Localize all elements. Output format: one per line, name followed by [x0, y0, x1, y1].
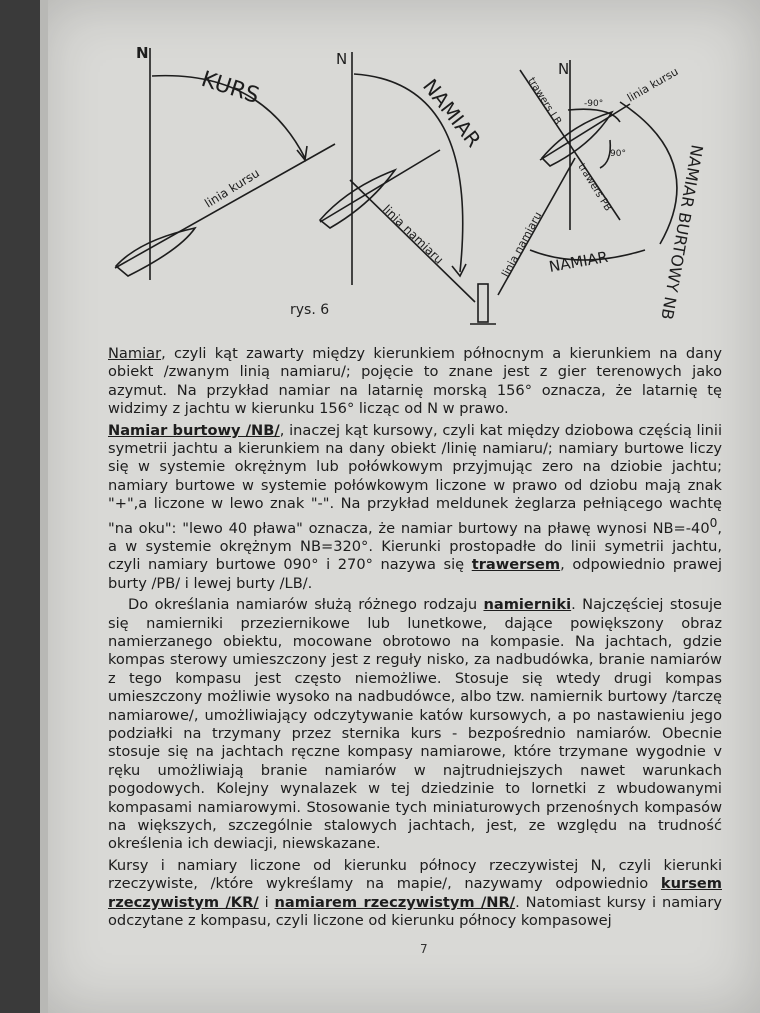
north-label-2: N	[336, 50, 348, 68]
north-label-3: N	[558, 60, 570, 78]
yacht-1	[116, 228, 195, 276]
figure-rys6	[100, 40, 720, 330]
body-text	[108, 345, 722, 933]
paragraph-namiar-burtowy: Namiar burtowy /NB/, inaczej kąt kursowy, czyli kat między dziobowa częścią linii symetrii jachtu a kierunkiem na dany obiekt /linię namiaru/; namiary burtowe liczy się w systemie okrężnym lub połówkowym przyjmując zero na dziobie jachtu; namiary burtowe w systemie połówkowym liczone w prawo od dziobu mają znak "+",a liczone w lewo znak "-". Na przykład meldunek żeglarza pełniącego wachtę "na oku": "lewo 40 pława" oznacza, że namiar burtowy na pławę wynosi $NB=-40^0$, a w systemie okrężnym NB=320°. Kierunki prostopadłe do linii symetrii jachtu, czyli namiary burtowe 090° i 270° nazywa się trawersem, odpowiednio prawej burty /PB/ i lewej burty /LB/.	[108, 421, 723, 592]
namiar-burtowy-label: NAMIAR BURTOWY NB	[657, 143, 707, 322]
north-label-1: N	[136, 44, 149, 62]
linia-namiaru-label-2: linia namiaru	[379, 202, 447, 267]
term-trawers: trawersem	[471, 556, 561, 574]
term-namierniki: namierniki	[483, 596, 572, 614]
page-edge	[40, 0, 48, 1013]
trawers-lb-label: trawers LB	[525, 75, 564, 127]
kurs-label: KURS	[198, 66, 263, 110]
figure-caption: rys. 6	[290, 302, 330, 318]
term-namiar-rzeczywisty: namiarem rzeczywistym /NR/	[274, 893, 516, 911]
namiar-arrow	[452, 264, 466, 276]
paragraph-namiar: Namiar, czyli kąt zawarty między kierunkiem północnym a kierunkiem na dany obiekt /zwanym linią namiaru/; pojęcie to znane jest z gier terenowych jako azymut. Na przykład namiar na latarnię morską 156° oznacza, że latarnię tę widzimy z jachtu w kierunku 156° licząc od N w prawo.	[108, 345, 722, 418]
term-kurs-rzeczywisty: kursem rzeczywistym /KR/	[108, 875, 722, 911]
course-line-1	[115, 144, 335, 268]
linia-kursu-label-3: linia kursu	[625, 65, 681, 105]
term-namiar: Namiar	[108, 345, 162, 362]
lighthouse	[478, 284, 488, 322]
plus90-arc	[600, 140, 610, 168]
namiar-label: NAMIAR	[418, 74, 486, 152]
paragraph-kursy-rzeczywiste: Kursy i namiary liczone od kierunku północy rzeczywistej N, czyli kierunki rzeczywiste, /które wykreślamy na mapie/, nazywamy odpowiednio kursem rzeczywistym /KR/ i namiarem rzeczywistym /NR/. Natomiast kursy i namiary odczytane z kompasu, czyli liczone od kierunku północy kompasowej	[108, 856, 722, 930]
minus90-label: -90°	[584, 99, 604, 109]
linia-namiaru-label-3: linia namiaru	[499, 209, 545, 280]
page-number: 7	[420, 942, 428, 956]
namiar-bottom-label: NAMIAR	[547, 247, 610, 276]
trawers-pb-label: trawers PB	[575, 161, 614, 214]
linia-kursu-label-1: linia kursu	[202, 165, 262, 211]
paragraph-namierniki: Do określania namiarów służą różnego rodzaju namierniki. Najczęściej stosuje się namierniki przeziernikowe lub lunetkowe, dające powiększony obraz namierzanego obiektu, mocowane obrotowo na kompasie. Na jachtach, gdzie kompas sterowy umieszczony jest z reguły nisko, za nadbudówka, branie namiarów z tego kompasu jest często niemożliwe. Stosuje się wtedy drugi kompas umieszczony możliwie wysoko na nadbudówce, albo tzw. namiernik burtowy /tarczę namiarowe/, umożliwiający odczytywanie katów kursowych, a po nastawieniu jego podziałki na trzymany przez sternika kurs - bezpośrednio namiarów. Obecnie stosuje się na jachtach ręczne kompasy namiarowe, które trzymane wygodnie v ręku umożliwiają branie namiarów w najtrudniejszych nawet warunkach pogodowych. Kolejny wynalazek w tej dziedzinie to lornetki z wbudowanymi kompasami namiarowymi. Stosowanie tych miniaturowych przenośnych kompasów na większych, szczególnie stalowych jachtach, jest, ze względu na trudność określenia ich dewiacji, niewskazane.	[108, 596, 722, 853]
plus90-label: 90°	[610, 149, 626, 159]
nb-arc	[620, 102, 677, 244]
term-namiar-burtowy: Namiar burtowy /NB/	[108, 421, 280, 439]
